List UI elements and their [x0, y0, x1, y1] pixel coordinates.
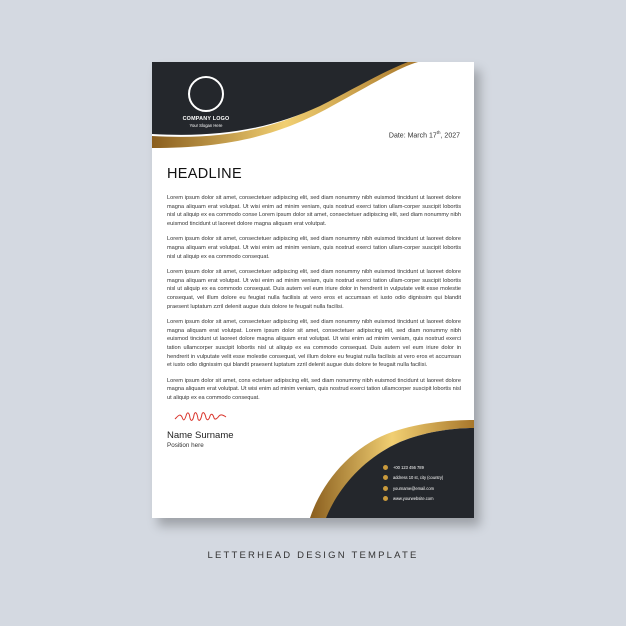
headline: HEADLINE [167, 166, 242, 182]
company-logo [166, 76, 246, 128]
contact-website: www.yourwebsite.com [383, 494, 443, 505]
body-paragraph: Lorem ipsum dolor sit amet, consectetuer adipiscing elit, sed diam nonummy nibh euismod tincidunt ut laoreet dolore magna aliquam erat volutpat. Ut wisi enim ad minim veniam, quis nostrud exerci tation ullam-corper suscipit lobortis nisl ut aliquip ex ea commodo conse Lorem ipsum dolor sit amet, consectetuer adipiscing elit, sed diam nonummy nibh euismod tincidunt ut laoreet dolore magna aliquam erat volutpat. [167, 195, 461, 227]
letter-date: Date: March 17th, 2027 [388, 130, 460, 140]
company-name: COMPANY LOGO [182, 116, 230, 122]
body-paragraph: Lorem ipsum dolor sit amet, consectetuer adipiscing elit, sed diam nonummy nibh euismod tincidunt ut laoreet dolore magna aliquam erat volutpat. Lorem ipsum dolor sit amet, consectetuer adipiscing elit, sed diam nonummy nibh euismod tincidunt ut laoreet dolore magna aliquam erat volutpat. Ut wisi enim ad minim veniam, quis nostrud exerci tation ullamcorper suscipit lobortis nisl ut aliquip ex ea commodo consequat. Duis autem vel eum iriure dolor in hendrerit in vulputate velit esse molestie consequat, vel illum dolore eu feugiat nulla facilisis at vero eros et accumsan et iusto odio dignissim qui blandit praesent luptatum zzril delenit augue duis dolore te feugait nulla facilisi. [167, 319, 461, 369]
contact-phone: +00 123 456 789 [383, 462, 443, 473]
contact-address: address 10 st, city (country) [383, 473, 443, 484]
phone-icon [383, 465, 388, 470]
signatory-name: Name Surname [167, 430, 234, 441]
company-slogan: Your Slogan Here [189, 123, 223, 128]
email-icon [383, 486, 388, 491]
letterhead-page [152, 62, 474, 518]
logo-circle-icon [188, 76, 224, 112]
signature-scribble [174, 408, 238, 426]
location-icon [383, 475, 388, 480]
body-paragraph: Lorem ipsum dolor sit amet, consectetuer adipiscing elit, sed diam nonummy nibh euismod tincidunt ut laoreet dolore magna aliquam erat volutpat. Ut wisi enim ad minim veniam, quis nostrud exerci tation ullam-corper suscipit lobortis nisl ut aliquip ex ea commodo consequat. Duis autem vel eum iriure dolor in hendrerit in vulputate velit esse molestie consequat, vel illum dolore eu feugiat nulla facilisis at vero eros et accumsan et iusto odio dignissim qui blandit praesent luptatum zzril delenit augue duis dolore te feugait nulla facilisi. [167, 269, 461, 310]
contact-info [383, 462, 443, 504]
template-caption: LETTERHEAD DESIGN TEMPLATE [207, 550, 419, 561]
globe-icon [383, 496, 388, 501]
body-paragraph: Lorem ipsum dolor sit amet, consectetuer adipiscing elit, sed diam nonummy nibh euismod tincidunt ut laoreet dolore magna aliquam erat volutpat. Ut wisi enim ad minim veniam, quis nostrud exerci tation ullam-corper suscipit lobortis nisl ut aliquip ex ea commodo consequat. [167, 236, 461, 260]
body-paragraph: Lorem ipsum dolor sit amet, cons ectetuer adipiscing elit, sed diam nonummy nibh euismod tincidunt ut laoreet dolore magna aliquam erat volutpat. Ut wisi enim ad minim veniam, quis nostrud exerci tation ullamcorper suscipit lobortis nisl ut aliquip ex ea commodo consequat. [167, 377, 461, 401]
letter-body [167, 194, 461, 409]
contact-email: yourname@email.com [383, 483, 443, 494]
signatory-position: Position here [167, 442, 204, 449]
